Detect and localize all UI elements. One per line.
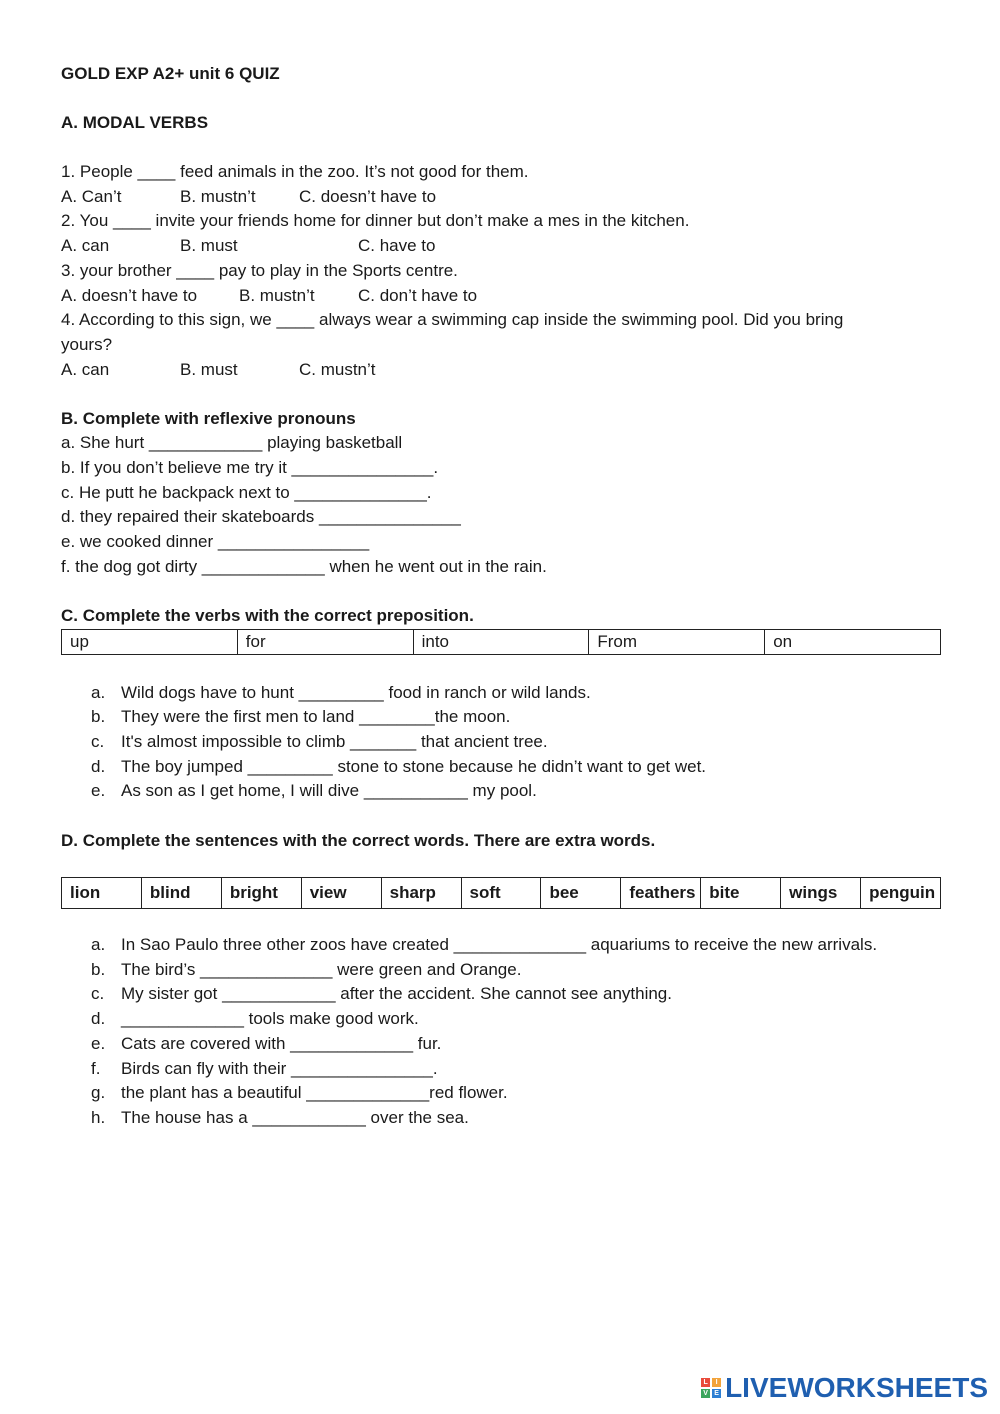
list-text: As son as I get home, I will dive ___________ my pool.: [121, 781, 537, 801]
list-text: The boy jumped _________ stone to stone because he didn’t want to get wet.: [121, 756, 707, 776]
question-1: 1. People ____ feed animals in the zoo. It’s not good for them.: [61, 162, 529, 181]
list-marker: d.: [91, 756, 106, 776]
word-cell: sharp: [381, 878, 461, 909]
spacer: [61, 580, 941, 605]
list-marker: a.: [91, 682, 106, 702]
b-item[interactable]: f. the dog got dirty _____________ when he went out in the rain.: [61, 556, 547, 576]
list-text: Wild dogs have to hunt _________ food in ranch or wild lands.: [121, 682, 591, 702]
list-marker: d.: [91, 1009, 106, 1029]
list-item[interactable]: [61, 1057, 941, 1082]
word-cell: From: [589, 629, 765, 654]
list-text: In Sao Paulo three other zoos have created ______________ aquariums to receive the new arrivals.: [121, 935, 878, 955]
list-marker: b.: [91, 707, 106, 727]
option-c[interactable]: C. mustn’t: [299, 359, 376, 379]
logo-block: L: [701, 1378, 710, 1387]
word-cell: for: [237, 629, 413, 654]
question-1-options: [61, 185, 941, 210]
list-item[interactable]: [61, 933, 941, 958]
list-item[interactable]: [61, 730, 941, 755]
list-text: The bird’s ______________ were green and Orange.: [121, 959, 522, 979]
list-item[interactable]: [61, 681, 941, 706]
section-d-heading: D. Complete the sentences with the correct words. There are extra words.: [61, 830, 656, 850]
section-d-list: [61, 933, 941, 1131]
question-3-options: [61, 284, 941, 309]
question-4: 4. According to this sign, we ____ always wear a swimming cap inside the swimming pool. Did you bring: [61, 310, 844, 330]
word-cell: blind: [141, 878, 221, 909]
list-text: They were the first men to land ________the moon.: [121, 707, 511, 727]
list-text: _____________ tools make good work.: [121, 1009, 419, 1029]
spacer: [61, 909, 941, 933]
list-text: the plant has a beautiful _____________red flower.: [121, 1083, 508, 1103]
b-item[interactable]: d. they repaired their skateboards _______________: [61, 507, 461, 527]
logo-block: I: [712, 1378, 721, 1387]
list-text: The house has a ____________ over the sea.: [121, 1107, 469, 1127]
word-cell: bright: [221, 878, 301, 909]
list-marker: b.: [91, 959, 106, 979]
question-2-options: [61, 234, 941, 259]
logo-block: V: [701, 1389, 710, 1398]
word-cell: view: [301, 878, 381, 909]
question-4-options: [61, 358, 941, 383]
word-cell: feathers: [621, 878, 701, 909]
list-marker: f.: [91, 1058, 101, 1078]
list-text: Cats are covered with _____________ fur.: [121, 1033, 442, 1053]
list-item[interactable]: [61, 1106, 941, 1131]
list-item[interactable]: [61, 958, 941, 983]
option-a[interactable]: A. Can’t: [61, 186, 122, 206]
list-item[interactable]: [61, 755, 941, 780]
word-cell: up: [62, 629, 238, 654]
worksheet: [61, 62, 941, 1131]
logo-blocks-icon: [701, 1378, 721, 1398]
list-marker: e.: [91, 1033, 106, 1053]
word-cell: on: [765, 629, 941, 654]
list-item[interactable]: [61, 1081, 941, 1106]
option-c[interactable]: C. doesn’t have to: [299, 186, 437, 206]
b-item[interactable]: a. She hurt ____________ playing basketball: [61, 433, 403, 453]
option-b[interactable]: B. mustn’t: [180, 186, 256, 206]
word-cell: wings: [781, 878, 861, 909]
list-marker: c.: [91, 984, 105, 1004]
list-item[interactable]: [61, 982, 941, 1007]
list-text: My sister got ____________ after the accident. She cannot see anything.: [121, 984, 672, 1004]
preposition-word-box: [61, 629, 941, 655]
section-c-list: [61, 681, 941, 805]
spacer: [61, 655, 941, 681]
spacer: [61, 804, 941, 829]
word-cell: bee: [541, 878, 621, 909]
question-3: 3. your brother ____ pay to play in the Sports centre.: [61, 260, 458, 280]
logo-text: LIVEWORKSHEETS: [725, 1372, 988, 1403]
section-c-heading: C. Complete the verbs with the correct preposition.: [61, 606, 474, 626]
spacer: [61, 136, 941, 161]
b-item[interactable]: c. He putt he backpack next to ______________.: [61, 482, 432, 502]
liveworksheets-logo[interactable]: [701, 1372, 988, 1404]
list-marker: g.: [91, 1083, 106, 1103]
option-b[interactable]: B. must: [180, 359, 238, 379]
section-a-heading: A. MODAL VERBS: [61, 113, 209, 132]
b-item[interactable]: b. If you don’t believe me try it _______________.: [61, 458, 439, 478]
word-cell: penguin: [861, 878, 941, 909]
section-b-heading: B. Complete with reflexive pronouns: [61, 408, 356, 428]
list-item[interactable]: [61, 779, 941, 804]
question-4-continued: yours?: [61, 334, 113, 354]
word-cell: into: [413, 629, 589, 654]
list-item[interactable]: [61, 1032, 941, 1057]
worksheet-title: GOLD EXP A2+ unit 6 QUIZ: [61, 64, 280, 83]
option-c[interactable]: C. have to: [358, 236, 436, 256]
list-marker: e.: [91, 781, 106, 801]
option-a[interactable]: A. can: [61, 236, 110, 256]
b-item[interactable]: e. we cooked dinner ________________: [61, 532, 370, 552]
word-cell: soft: [461, 878, 541, 909]
word-cell: bite: [701, 878, 781, 909]
list-text: It's almost impossible to climb _______ that ancient tree.: [121, 731, 548, 751]
option-b[interactable]: B. must: [180, 236, 238, 256]
word-cell: lion: [62, 878, 142, 909]
option-a[interactable]: A. doesn’t have to: [61, 285, 198, 305]
list-text: Birds can fly with their _______________.: [121, 1058, 438, 1078]
option-b[interactable]: B. mustn’t: [239, 285, 315, 305]
question-2: 2. You ____ invite your friends home for dinner but don’t make a mes in the kitchen.: [61, 211, 690, 231]
option-a[interactable]: A. can: [61, 359, 110, 379]
list-item[interactable]: [61, 1007, 941, 1032]
list-marker: h.: [91, 1107, 106, 1127]
list-marker: c.: [91, 731, 105, 751]
list-marker: a.: [91, 935, 106, 955]
spacer: [61, 853, 941, 877]
spacer: [61, 382, 941, 407]
vocabulary-word-box: [61, 877, 941, 909]
logo-block: E: [712, 1389, 721, 1398]
spacer: [61, 87, 941, 112]
list-item[interactable]: [61, 705, 941, 730]
option-c[interactable]: C. don’t have to: [358, 285, 478, 305]
